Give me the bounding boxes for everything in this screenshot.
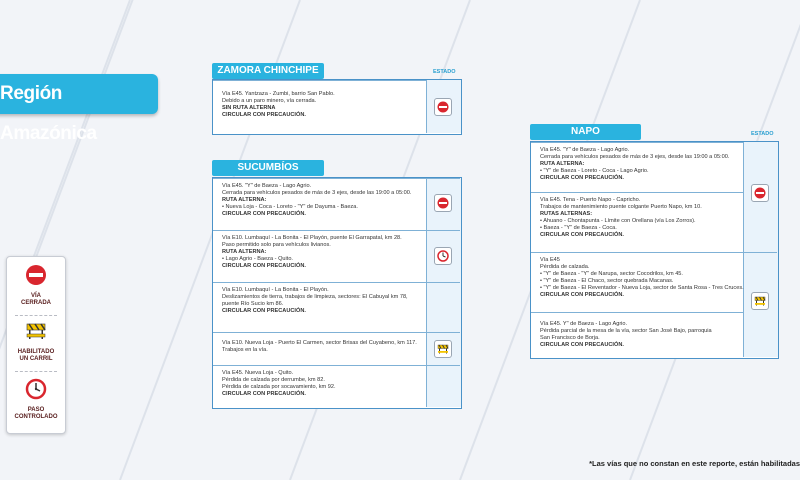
status-legend [6,256,66,434]
legend-divider [15,371,57,372]
caution-text: CIRCULAR CON PRECAUCIÓN. [222,111,306,118]
alt-route-label: RUTA ALTERNA: [222,248,267,255]
status-closed [434,194,452,212]
alt-route-label: SIN RUTA ALTERNA [222,104,276,111]
legend-controlled [7,378,65,421]
road-detail: Cerrada para vehículos pesados de más de 3 ejes, desde las 19:00 a 05:00. [222,189,412,196]
region-title: Región Amazónica [0,74,158,114]
caution-text: CIRCULAR CON PRECAUCIÓN. [222,210,306,217]
table-row [531,142,743,192]
caution-text: CIRCULAR CON PRECAUCIÓN. [222,262,306,269]
table-zamora [212,79,462,135]
road-detail: Debido a un paro minero, vía cerrada. [222,97,317,104]
one-lane-icon [437,343,449,355]
legend-closed-line2: CERRADA [21,300,51,306]
road-name: Vía E10. Lumbaquí - La Bonita - El Playón, puente El Garrapatal, km 28. [222,235,402,241]
closed-road-icon [437,101,449,113]
status-closed [751,184,769,202]
road-name: Vía E10. Nueva Loja - Puerto El Carmen, sector Brisas del Cuyabeno, km 117. [222,340,417,346]
caution-text: CIRCULAR CON PRECAUCIÓN. [222,390,306,397]
controlled-pass-icon [437,250,449,262]
road-detail: Paso permitido solo para vehículos livianos. [222,241,331,248]
road-name: Vía E45. Y" de Baeza - Lago Agrio. [540,321,628,327]
province-title-sucumbios: SUCUMBÍOS [212,160,324,176]
alt-route: • "Y" de Baeza - El Reventador - Nueva Loja, sector de Santa Rosa - Tres Cruces. [540,284,744,291]
closed-road-icon [437,197,449,209]
table-row [531,312,743,357]
status-closed [434,98,452,116]
legend-one-lane [7,320,65,363]
closed-road-icon [25,264,47,286]
status-controlled [434,247,452,265]
province-title-zamora: ZAMORA CHINCHIPE [212,63,324,79]
alt-route: • "Y" de Baeza - Loreto - Coca - Lago Agrio. [540,167,649,174]
road-detail: puente Río Sucio km 86. [222,300,284,307]
road-name: Vía E45. "Y" de Baeza - Lago Agrio. [222,183,312,189]
road-name: Vía E45. Tena - Puerto Napo - Capricho. [540,197,641,203]
road-name: Vía E45 [540,257,560,263]
road-detail: Pérdida parcial de la mesa de la vía, sector San José Bajo, parroquia [540,327,712,334]
road-name: Vía E45. "Y" de Baeza - Lago Agrio. [540,147,630,153]
province-title-napo: NAPO [530,124,641,140]
alt-route-label: RUTA ALTERNA: [222,196,267,203]
road-detail: San Francisco de Borja. [540,334,600,341]
road-detail: Trabajos en la vía. [222,346,268,353]
road-name: Vía E45. Yantzaza - Zumbi, barrio San Pablo. [222,91,335,97]
closed-road-icon [754,187,766,199]
alt-route-label: RUTAS ALTERNAS: [540,210,593,217]
table-row [531,252,743,312]
status-column [743,142,778,357]
legend-one-lane-line2: UN CARRIL [19,356,53,362]
table-row [213,178,460,230]
alt-route: • "Y" de Baeza - El Chaco, sector quebrada Macanas. [540,277,674,284]
estado-header: ESTADO [433,69,456,75]
caution-text: CIRCULAR CON PRECAUCIÓN. [540,291,624,298]
road-name: Vía E10. Lumbaquí - La Bonita - El Playón. [222,287,329,293]
table-row [213,80,426,133]
status-one-lane [751,292,769,310]
road-detail: Cerrada para vehículos pesados de más de 3 ejes, desde las 19:00 a 05:00. [540,153,730,160]
one-lane-icon [25,320,47,342]
legend-closed [7,264,65,307]
caution-text: CIRCULAR CON PRECAUCIÓN. [222,307,306,314]
legend-one-lane-line1: HABILITADO [17,349,55,355]
caution-text: CIRCULAR CON PRECAUCIÓN. [540,231,624,238]
table-row [213,332,460,365]
road-detail: Trabajos de mantenimiento puente colgante Puerto Napo, km 10. [540,203,702,210]
legend-closed-line1: VÍA [30,293,41,299]
legend-controlled-line2: CONTROLADO [14,414,58,420]
status-divider [743,252,777,253]
road-detail: Pérdida de calzada por derrumbe, km 82. [222,376,325,383]
table-row [213,365,460,407]
alt-route: • Ahuano - Chontapunta - Límite con Orellana (vía Los Zorros). [540,217,696,224]
legend-divider [15,315,57,316]
road-name: Vía E45. Nueva Loja - Quito. [222,370,294,376]
table-row [531,192,743,252]
table-napo [530,141,779,359]
legend-controlled-line1: PASO [27,407,45,413]
road-detail: Deslizamientos de tierra, trabajos de limpieza, sectores: El Cabuyal km 78, [222,293,408,300]
one-lane-icon [754,295,766,307]
table-sucumbios [212,177,462,409]
table-row [213,282,460,332]
alt-route: • "Y" de Baeza - "Y" de Narupa, sector Cocodrilos, km 45. [540,270,683,277]
alt-route: • Nueva Loja - Coca - Loreto - "Y" de Dayuma - Baeza. [222,203,358,210]
road-detail: Pérdida de calzada. [540,263,590,270]
table-row [213,230,460,282]
alt-route: • Baeza - "Y" de Baeza - Coca. [540,224,617,231]
estado-header: ESTADO [751,131,774,137]
alt-route: • Lago Agrio - Baeza - Quito. [222,255,293,262]
caution-text: CIRCULAR CON PRECAUCIÓN. [540,174,624,181]
footnote: *Las vías que no constan en este reporte, están habilitadas [589,459,800,468]
alt-route-label: RUTA ALTERNA: [540,160,585,167]
road-detail: Pérdida de calzada por socavamiento, km 92. [222,383,336,390]
controlled-pass-icon [25,378,47,400]
caution-text: CIRCULAR CON PRECAUCIÓN. [540,341,624,348]
status-one-lane [434,340,452,358]
